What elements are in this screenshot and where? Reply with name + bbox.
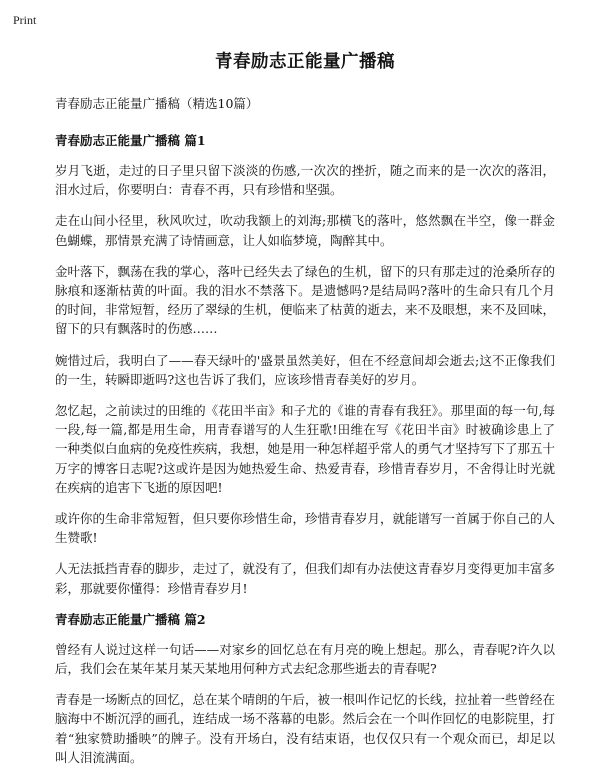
paragraph: 岁月飞逝，走过的日子里只留下淡淡的伤感,一次次的挫折，随之而来的是一次次的落泪，泪水过后，你要明白：青春不再，只有珍惜和坚强。 (55, 163, 555, 198)
paragraph: 金叶落下，飘荡在我的掌心，落叶已经失去了绿色的生机，留下的只有那走过的沧桑所存的脉痕和逐渐枯黄的叶面。我的泪水不禁落下。是遗憾吗?是结局吗?落叶的生命只有几个月的时间，非常短暂，经历了翠绿的生机，便临来了枯黄的逝去，来不及眼想，来不及回味，留下的只有飘落时的伤感…… (55, 263, 556, 337)
document-title: 青春励志正能量广播稿 (215, 52, 395, 72)
print-link[interactable]: Print (13, 13, 37, 27)
section-heading: 青春励志正能量广播稿 篇1 (55, 133, 206, 148)
document-body (55, 48, 555, 779)
paragraph: 或许你的生命非常短暂，但只要你珍惜生命，珍惜青春岁月，就能谱写一首属于你自己的人生赞歌! (55, 511, 556, 546)
paragraph: 忽忆起，之前读过的田维的《花田半亩》和子尤的《谁的青春有我狂》。那里面的每一句,每一段,每一篇,都是用生命，用青春谱写的人生狂歌!田维在写《花田半亩》时被确诊患上了一种类似白血病的免疫性疾病，我想，她是用一种怎样超乎常人的勇气才坚持写下了那五十万字的博客日志呢?这或许是因为她热爱生命、热爱青春，珍惜青春岁月，不舍得让时光就在疾病的追害下飞逝的原因吧! (55, 403, 556, 495)
paragraph: 走在山间小径里，秋风吹过，吹动我额上的刘海;那横飞的落叶，悠然飘在半空，像一群金色蝴蝶，那情景充满了诗情画意，让人如临梦境，陶醉其中。 (55, 213, 555, 248)
paragraph: 婉惜过后，我明白了——春天绿叶的'盛景虽然美好，但在不经意间却会逝去;这不正像我们的一生，转瞬即逝吗?这也告诉了我们，应该珍惜青春美好的岁月。 (55, 352, 555, 387)
section-1 (55, 131, 555, 598)
paragraph: 青春是一场断点的回忆，总在某个晴朗的午后，被一根叫作记忆的长线，拉扯着一些曾经在脑海中不断沉浮的画孔，连结成一场不落幕的电影。然后会在一个叫作回忆的电影院里，打着“独家赞助播映”的牌子。没有开场白，没有结束语，也仅仅只有一个观众而已，却足以叫人泪流满面。 (55, 692, 556, 765)
section-heading: 青春励志正能量广播稿 篇2 (55, 611, 206, 627)
paragraph: 人无法抵挡青春的脚步，走过了，就没有了，但我们却有办法使这青春岁月变得更加丰富多彩，那就要你懂得：珍惜青春岁月! (55, 561, 556, 596)
document-subtitle: 青春励志正能量广播稿（精选10篇） (55, 96, 259, 111)
section-2 (55, 610, 555, 767)
paragraph: 曾经有人说过这样一句话——对家乡的回忆总在有月亮的晚上想起。那么，青春呢?许久以后，我们会在某年某月某天某地用何种方式去纪念那些逝去的青春呢? (55, 641, 555, 677)
